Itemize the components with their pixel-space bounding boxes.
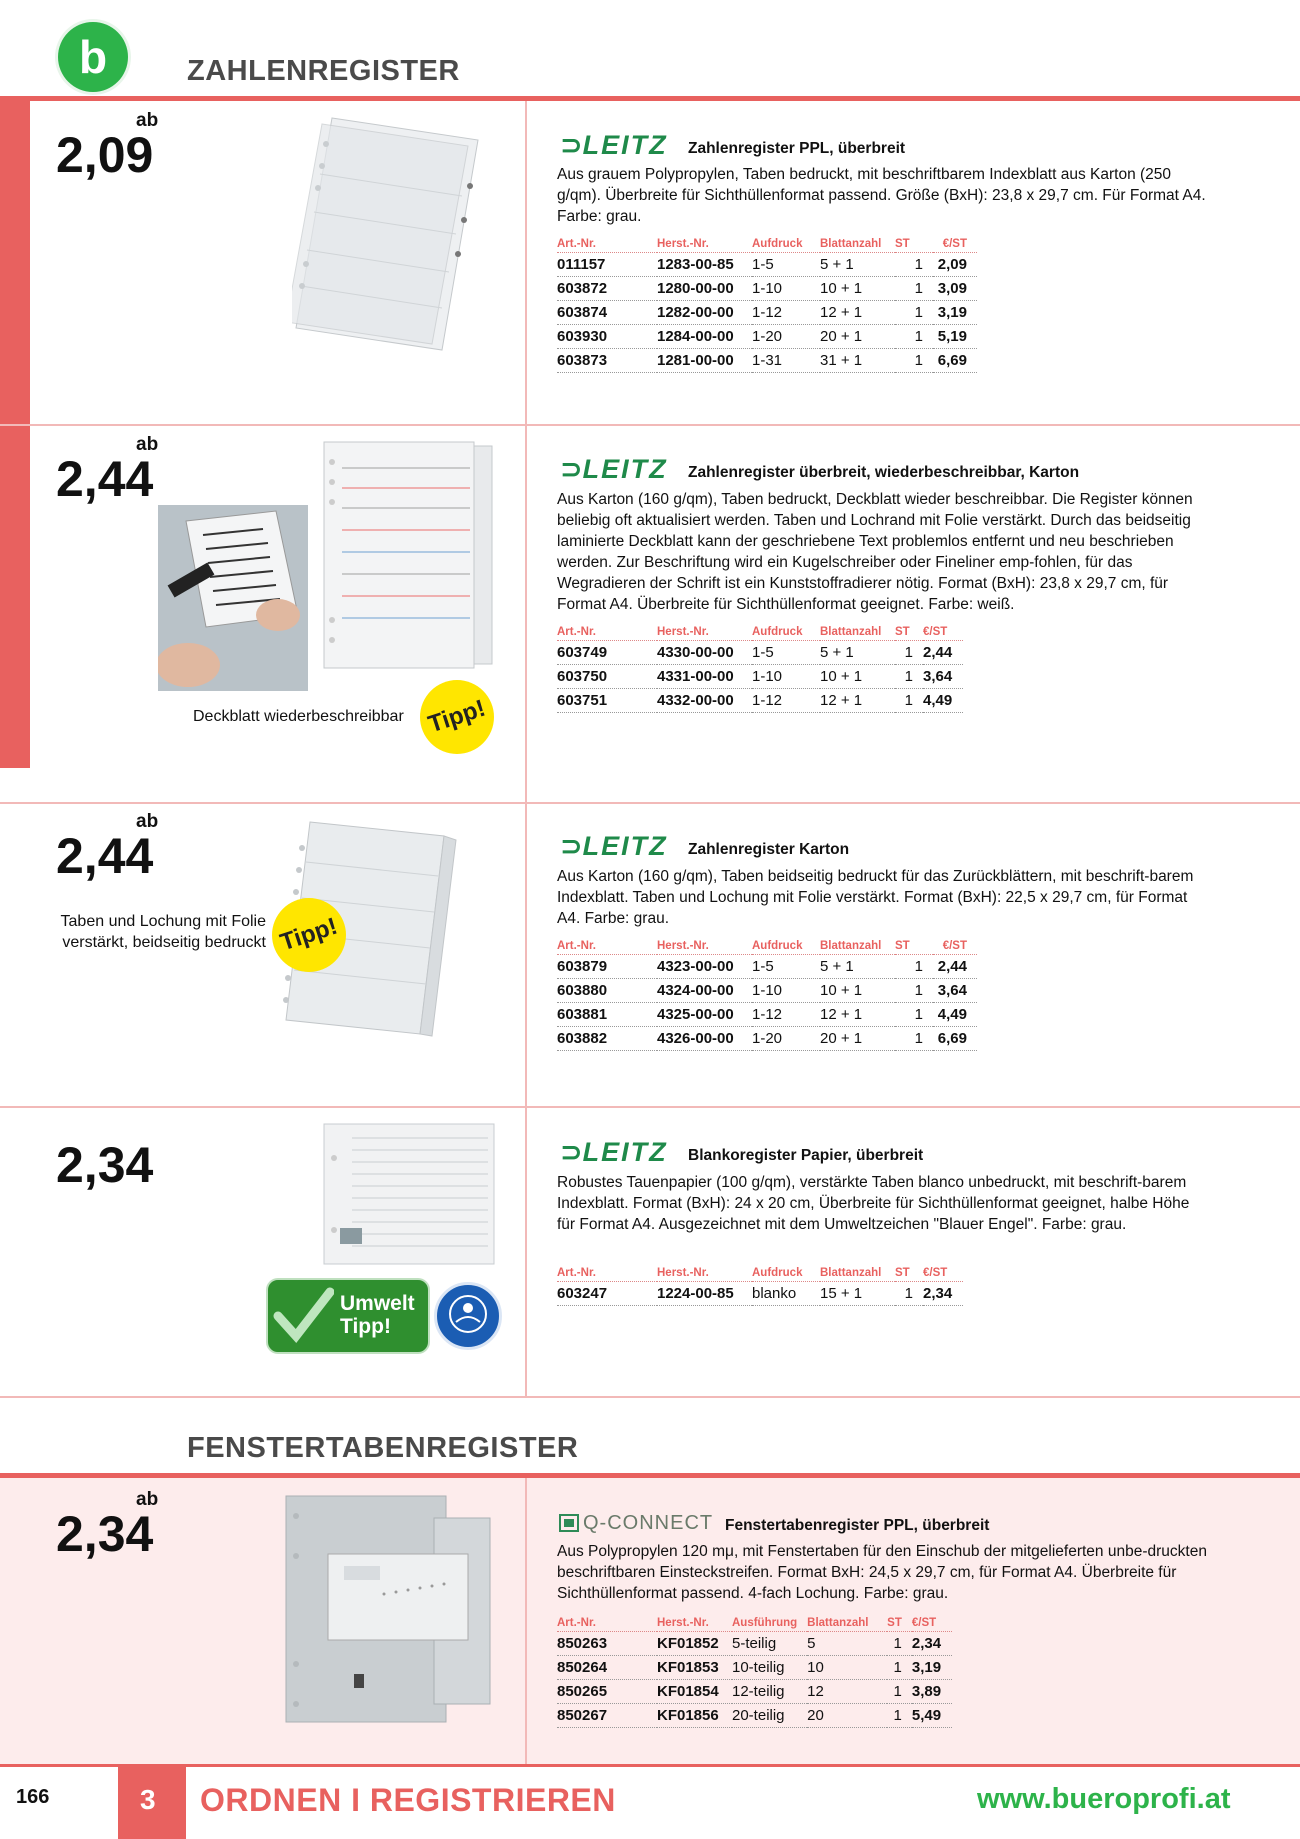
- spec-table: [557, 626, 963, 713]
- section-title-fenstertabenregister: FENSTERTABENREGISTER: [187, 1432, 579, 1464]
- brand-logo-q-connect: Q-CONNECT: [583, 1512, 714, 1534]
- q-connect-logo-icon: [559, 1514, 581, 1534]
- table-row: 603879 4323-00-00 1-5 5 + 1 1 2,44: [557, 955, 977, 979]
- image-caption-line: Taben und Lochung mit Folie: [60, 913, 266, 930]
- product-description: Aus Polypropylen 120 mμ, mit Fenstertaben für den Einschub der mitgelieferten unbe-druckten beschriftbaren Einsteckstreifen. Format BxH: 24,5 x 29,7 cm, für Format A4. Überbreite für Sichthüllenformat passend. 4-fach Lochung. Farbe: grau.: [557, 1543, 1207, 1602]
- column-divider: [525, 1478, 527, 1764]
- price: 2,44: [56, 828, 154, 884]
- chapter-number: 3: [140, 1784, 156, 1815]
- brand-logo-letter: b: [78, 31, 108, 83]
- page-number: 166: [16, 1786, 50, 1808]
- row-divider: [0, 1106, 1300, 1108]
- table-row: 603247 1224-00-85 blanko 15 + 1 1 2,34: [557, 1282, 963, 1306]
- table-row: 850263 KF01852 5-teilig 5 1 2,34: [557, 1632, 952, 1656]
- photo-deckblatt-writing: [158, 505, 308, 691]
- table-row: 603872 1280-00-00 1-10 10 + 1 1 3,09: [557, 277, 977, 301]
- tipp-badge-text: Tipp!: [276, 912, 341, 957]
- column-divider: [525, 101, 527, 1397]
- table-row: 850267 KF01856 20-teilig 20 1 5,49: [557, 1704, 952, 1728]
- product-description: Aus Karton (160 g/qm), Taben beidseitig bedruckt für das Zurückblättern, mit beschrift-barem Indexblatt. Taben und Lochung mit Folie verstärkt. Format (BxH): 22,5 x 29,7 cm, für Format A4. Farbe: grau.: [557, 868, 1194, 927]
- price: 2,44: [56, 451, 154, 507]
- product-title: Fenstertabenregister PPL, überbreit: [725, 1517, 990, 1534]
- price-prefix: ab: [136, 1489, 159, 1510]
- brand-logo-leitz: ⊃LEITZ: [560, 1137, 668, 1168]
- spec-table-header: Art.-Nr. Herst.-Nr. Aufdruck Blattanzahl ST €/ST: [557, 238, 977, 253]
- table-row: 603750 4331-00-00 1-10 10 + 1 1 3,64: [557, 665, 963, 689]
- price: 2,34: [56, 1506, 154, 1562]
- spec-table: [557, 940, 977, 1051]
- product-image-zahlenregister-ppl: [292, 114, 482, 354]
- footer-rule: [0, 1764, 1300, 1767]
- price: 2,09: [56, 127, 154, 183]
- table-row: 603930 1284-00-00 1-20 20 + 1 1 5,19: [557, 325, 977, 349]
- chapter-title: ORDNEN I REGISTRIEREN: [200, 1782, 616, 1818]
- brand-logo-leitz: ⊃LEITZ: [560, 454, 668, 485]
- tipp-badge-text: Tipp!: [424, 694, 489, 739]
- table-row: 603880 4324-00-00 1-10 10 + 1 1 3,64: [557, 979, 977, 1003]
- product-description: Robustes Tauenpapier (100 g/qm), verstärkte Taben blanco unbedruckt, mit beschrift-barem Indexblatt. Format (BxH): 24 x 20 cm, Überbreite für Sichthüllenformat geeignet, halbe Höhe für Format A4. Ausgezeichnet mit dem Umweltzeichen "Blauer Engel". Farbe: grau.: [557, 1174, 1190, 1233]
- spec-table: [557, 238, 977, 373]
- spec-table-header: Art.-Nr. Herst.-Nr. Aufdruck Blattanzahl ST €/ST: [557, 940, 977, 955]
- section-title-zahlenregister: ZAHLENREGISTER: [187, 55, 460, 87]
- row-divider: [0, 802, 1300, 804]
- image-caption: [48, 911, 266, 953]
- product-title: Zahlenregister überbreit, wiederbeschreibbar, Karton: [688, 464, 1080, 481]
- table-row: 603751 4332-00-00 1-12 12 + 1 1 4,49: [557, 689, 963, 713]
- product-title: Zahlenregister Karton: [688, 841, 850, 858]
- spec-table-header: Art.-Nr. Herst.-Nr. Aufdruck Blattanzahl ST €/ST: [557, 626, 963, 641]
- spec-table: [557, 1617, 952, 1728]
- brand-logo-leitz: ⊃LEITZ: [560, 831, 668, 862]
- spec-table-header: Art.-Nr. Herst.-Nr. Ausführung Blattanzahl ST €/ST: [557, 1617, 952, 1632]
- umwelt-tipp-line: Umwelt: [340, 1292, 415, 1315]
- website-link[interactable]: www.bueroprofi.at: [977, 1783, 1231, 1815]
- price-prefix: ab: [136, 110, 159, 131]
- spec-table-header: Art.-Nr. Herst.-Nr. Aufdruck Blattanzahl ST €/ST: [557, 1267, 963, 1282]
- spec-table: [557, 1267, 963, 1306]
- product-image-fenstertabenregister: [284, 1494, 494, 1726]
- product-description: Aus grauem Polypropylen, Taben bedruckt, mit beschriftbarem Indexblatt aus Karton (250 g/qm). Überbreite für Sichthüllenformat passend. Größe (BxH): 23,8 x 29,7 cm. Für Format A4. Farbe: grau.: [557, 166, 1206, 225]
- image-caption: Deckblatt wiederbeschreibbar: [193, 708, 404, 725]
- product-image-zahlenregister-karton: [322, 440, 494, 672]
- product-title: Zahlenregister PPL, überbreit: [688, 140, 906, 157]
- product-image-blankoregister: [322, 1122, 496, 1266]
- brand-logo-leitz: ⊃LEITZ: [560, 130, 668, 161]
- table-row: 603881 4325-00-00 1-12 12 + 1 1 4,49: [557, 1003, 977, 1027]
- row-divider: [0, 424, 1300, 426]
- section-rule: [0, 96, 1300, 101]
- row-divider: [0, 1396, 1300, 1398]
- price-prefix: ab: [136, 434, 159, 455]
- table-row: 011157 1283-00-85 1-5 5 + 1 1 2,09: [557, 253, 977, 277]
- product-description: Aus Karton (160 g/qm), Taben bedruckt, Deckblatt wieder beschreibbar. Die Register können beliebig oft aktualisiert werden. Taben und Lochrand mit Folie verstärkt. Durch das beidseitig laminierte Deckblatt kann der geschriebene Text problemlos entfernt und neu beschrieben werden. Zur Beschriftung wird ein Kugelschreiber oder Fineliner emp-fohlen, für das Wegradieren der Schrift ist ein Kunststoffradierer nötig. Format (BxH): 23,8 x 29,7 cm, für Format A4. Überbreite für Sichthüllenformat geeignet. Farbe: weiß.: [557, 491, 1193, 613]
- table-row: 850264 KF01853 10-teilig 10 1 3,19: [557, 1656, 952, 1680]
- side-accent-bar: [0, 96, 30, 768]
- table-row: 603882 4326-00-00 1-20 20 + 1 1 6,69: [557, 1027, 977, 1051]
- product-title: Blankoregister Papier, überbreit: [688, 1147, 924, 1164]
- image-caption-line: verstärkt, beidseitig bedruckt: [62, 934, 266, 951]
- table-row: 603749 4330-00-00 1-5 5 + 1 1 2,44: [557, 641, 963, 665]
- price: 2,34: [56, 1137, 154, 1193]
- umwelt-tipp-text: [340, 1292, 415, 1338]
- table-row: 603873 1281-00-00 1-31 31 + 1 1 6,69: [557, 349, 977, 373]
- umwelt-tipp-line: Tipp!: [340, 1315, 391, 1338]
- table-row: 850265 KF01854 12-teilig 12 1 3,89: [557, 1680, 952, 1704]
- table-row: 603874 1282-00-00 1-12 12 + 1 1 3,19: [557, 301, 977, 325]
- price-prefix: ab: [136, 811, 159, 832]
- checkmark-icon: [272, 1286, 334, 1344]
- blauer-engel-seal-icon: [446, 1292, 490, 1336]
